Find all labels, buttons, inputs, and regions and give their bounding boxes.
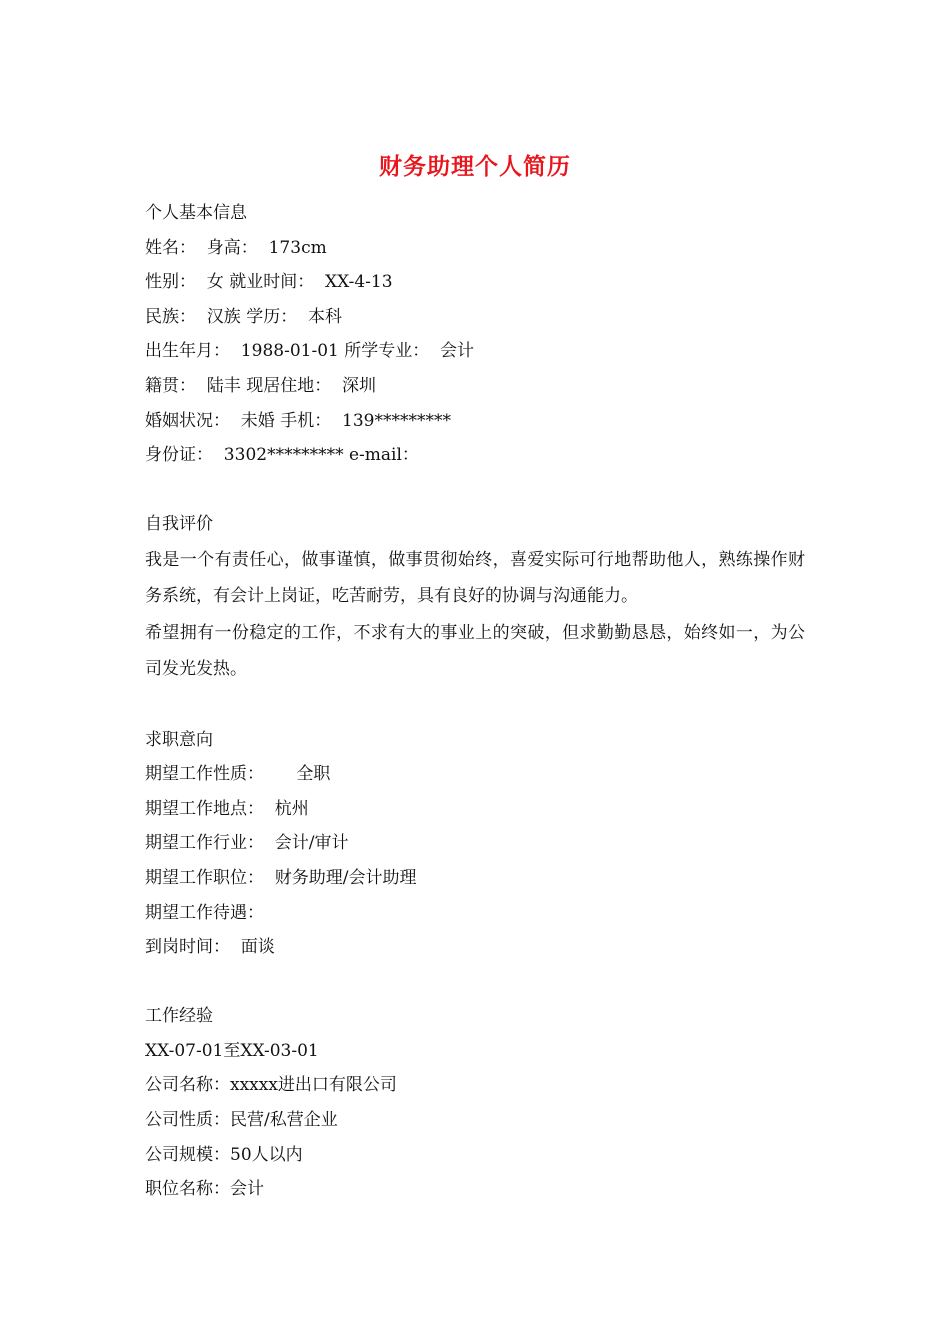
job-intent-line: 期望工作待遇： <box>145 902 264 923</box>
job-intent-line: 到岗时间： 面谈 <box>145 937 275 958</box>
section-heading-work-experience: 工作经验 <box>145 1006 213 1027</box>
section-heading-self-evaluation: 自我评价 <box>145 514 213 535</box>
basic-info-line: 籍贯： 陆丰 现居住地： 深圳 <box>145 375 377 396</box>
basic-info-line: 身份证： 3302********* e-mail： <box>145 445 419 466</box>
resume-content <box>145 196 805 1207</box>
work-experience-line: XX-07-01至XX-03-01 <box>145 1040 319 1061</box>
section-work-experience <box>145 999 805 1207</box>
page-title: 财务助理个人简历 <box>379 153 571 180</box>
spacer <box>145 688 805 723</box>
section-heading-job-intent: 求职意向 <box>145 729 213 750</box>
self-evaluation-paragraph: 我是一个有责任心，做事谨慎，做事贯彻始终，喜爱实际可行地帮助他人，熟练操作财务系统，有会计上岗证，吃苦耐劳，具有良好的协调与沟通能力。 <box>145 549 805 607</box>
basic-info-line: 性别： 女 就业时间： XX-4-13 <box>145 272 393 293</box>
basic-info-line: 民族： 汉族 学历： 本科 <box>145 306 343 327</box>
work-experience-line: 公司规模：50人以内 <box>145 1144 303 1165</box>
job-intent-line: 期望工作行业： 会计/审计 <box>145 833 349 854</box>
spacer <box>145 473 805 508</box>
work-experience-line: 公司名称：xxxxx进出口有限公司 <box>145 1075 397 1096</box>
spacer <box>145 965 805 1000</box>
section-job-intent <box>145 723 805 965</box>
section-heading-basic-info: 个人基本信息 <box>145 203 247 223</box>
section-basic-info <box>145 196 805 473</box>
self-evaluation-paragraph: 希望拥有一份稳定的工作，不求有大的事业上的突破，但求勤勤恳恳，始终如一，为公司发光发热。 <box>145 622 805 680</box>
basic-info-line: 姓名： 身高： 173cm <box>145 237 327 258</box>
work-experience-line: 公司性质：民营/私营企业 <box>145 1110 338 1131</box>
job-intent-line: 期望工作职位： 财务助理/会计助理 <box>145 867 417 888</box>
job-intent-line: 期望工作性质： 全职 <box>145 764 331 785</box>
work-experience-line: 职位名称：会计 <box>145 1179 264 1200</box>
basic-info-line: 婚姻状况： 未婚 手机： 139********* <box>145 410 451 431</box>
basic-info-line: 出生年月： 1988-01-01 所学专业： 会计 <box>145 341 475 362</box>
section-self-evaluation <box>145 507 805 688</box>
job-intent-line: 期望工作地点： 杭州 <box>145 798 309 819</box>
